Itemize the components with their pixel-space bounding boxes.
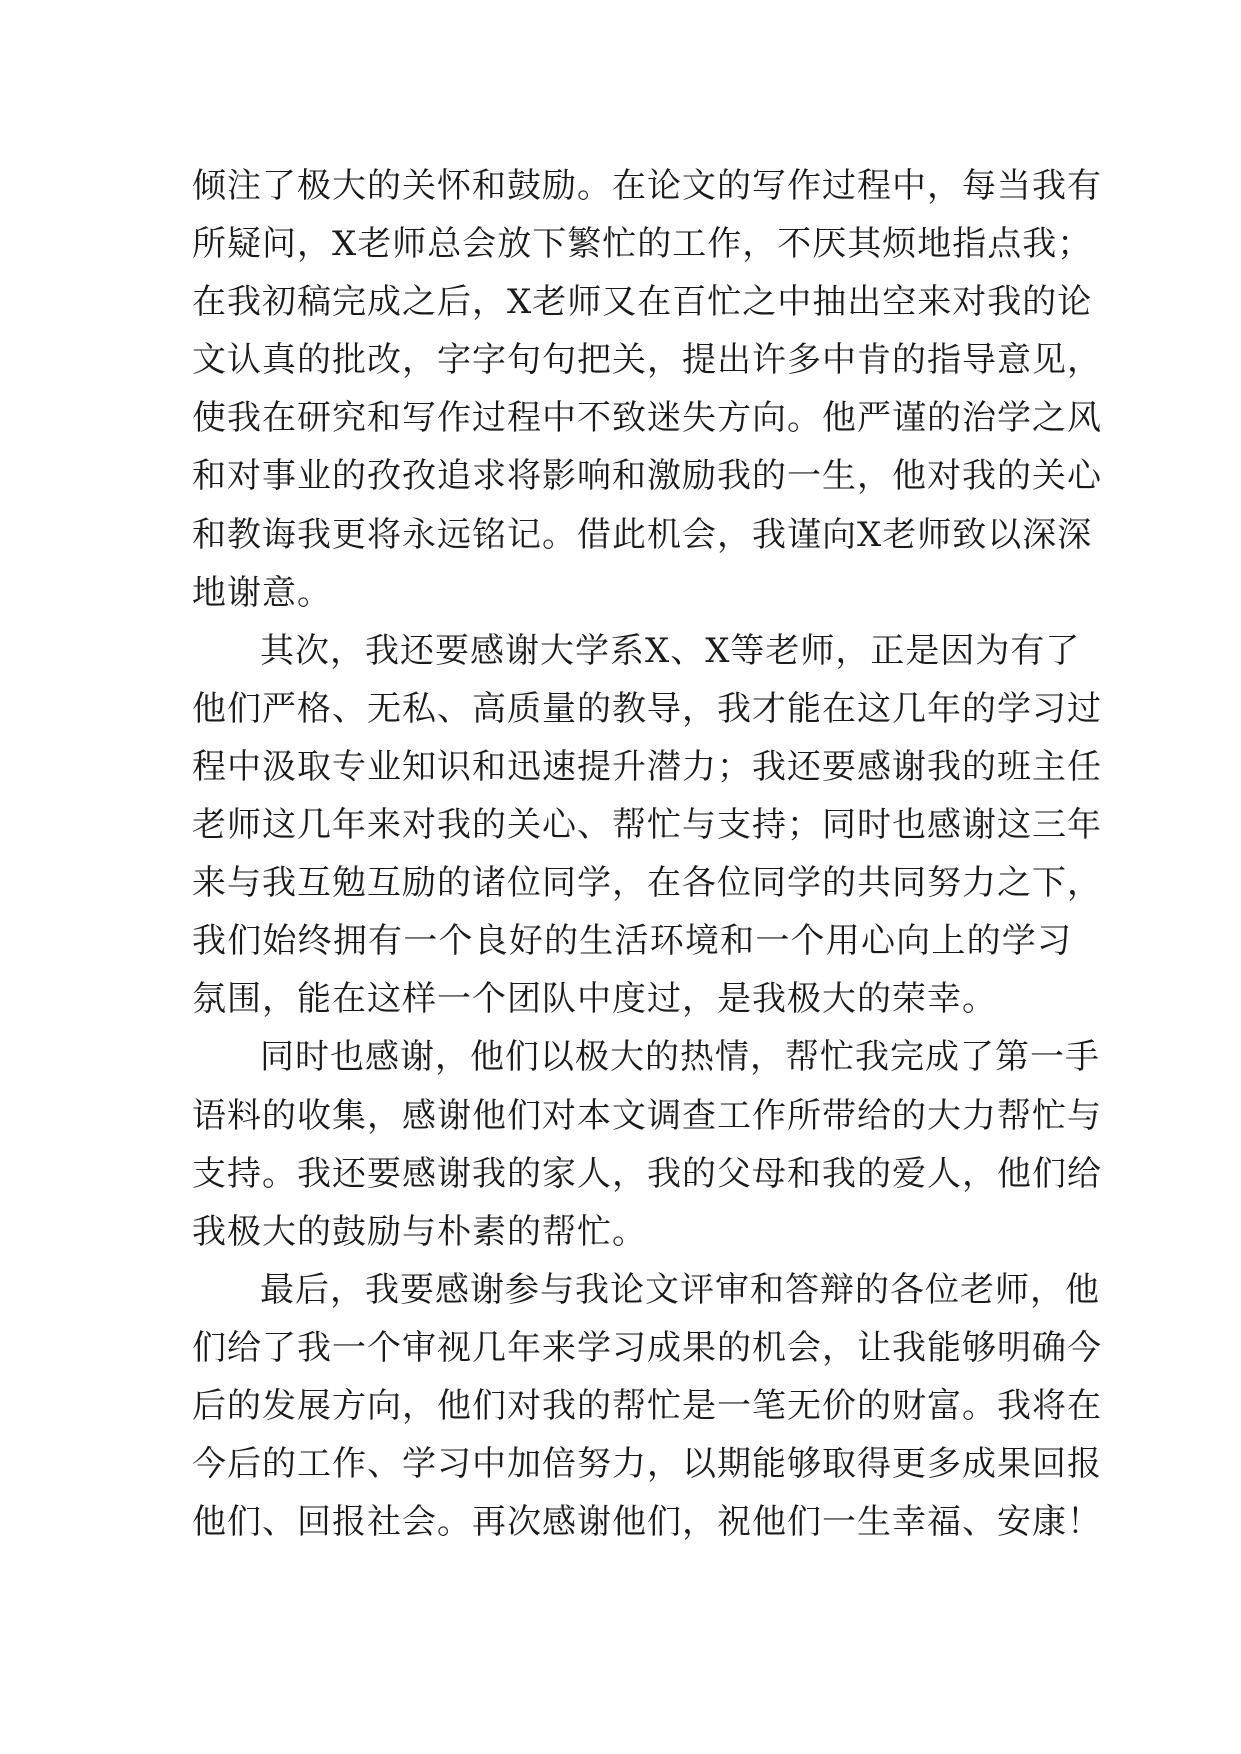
text-line: 来与我互勉互励的诸位同学，在各位同学的共同努力之下，	[192, 863, 1102, 904]
text-line: 氛围，能在这样一个团队中度过，是我极大的荣幸。	[192, 979, 997, 1020]
text-line: 和对事业的孜孜追求将影响和激励我的一生，他对我的关心	[192, 456, 1102, 497]
text-line: 他们、回报社会。再次感谢他们，祝他们一生幸福、安康！	[192, 1502, 1102, 1543]
text-line: 文认真的批改，字字句句把关，提出许多中肯的指导意见，	[192, 340, 1102, 381]
text-line: 地谢意。	[192, 572, 332, 613]
text-line: 老师这几年来对我的关心、帮忙与支持；同时也感谢这三年	[192, 805, 1102, 846]
text-line: 在我初稿完成之后，X老师又在百忙之中抽出空来对我的论	[192, 282, 1093, 323]
text-line: 我们始终拥有一个良好的生活环境和一个用心向上的学习	[192, 921, 1072, 962]
text-line: 他们严格、无私、高质量的教导，我才能在这几年的学习过	[192, 688, 1102, 729]
text-line: 所疑问，X老师总会放下繁忙的工作，不厌其烦地指点我；	[192, 224, 1093, 265]
text-line: 语料的收集，感谢他们对本文调查工作所带给的大力帮忙与	[192, 1095, 1102, 1136]
text-line: 和教诲我更将永远铭记。借此机会，我谨向X老师致以深深	[192, 514, 1093, 555]
text-line: 倾注了极大的关怀和鼓励。在论文的写作过程中，每当我有	[192, 166, 1102, 206]
text-line: 程中汲取专业知识和迅速提升潜力；我还要感谢我的班主任	[192, 746, 1102, 787]
text-line: 后的发展方向，他们对我的帮忙是一笔无价的财富。我将在	[192, 1385, 1102, 1426]
paragraph-4	[192, 1261, 1102, 1551]
text-line: 支持。我还要感谢我的家人，我的父母和我的爱人，他们给	[192, 1153, 1102, 1194]
text-line: 今后的工作、学习中加倍努力，以期能够取得更多成果回报	[192, 1444, 1102, 1485]
text-line: 我极大的鼓励与朴素的帮忙。	[192, 1211, 647, 1252]
paragraph-1	[192, 157, 1102, 622]
text-line: 最后，我要感谢参与我论文评审和答辩的各位老师，他	[260, 1269, 1100, 1310]
text-line: 其次，我还要感谢大学系X、X等老师，正是因为有了	[260, 630, 1081, 671]
acknowledgement-text	[192, 157, 1102, 1551]
text-line: 使我在研究和写作过程中不致迷失方向。他严谨的治学之风	[192, 398, 1102, 439]
paragraph-3	[192, 1028, 1102, 1260]
text-line: 同时也感谢，他们以极大的热情，帮忙我完成了第一手	[260, 1037, 1100, 1078]
paragraph-2	[192, 622, 1102, 1029]
text-line: 们给了我一个审视几年来学习成果的机会，让我能够明确今	[192, 1327, 1102, 1368]
